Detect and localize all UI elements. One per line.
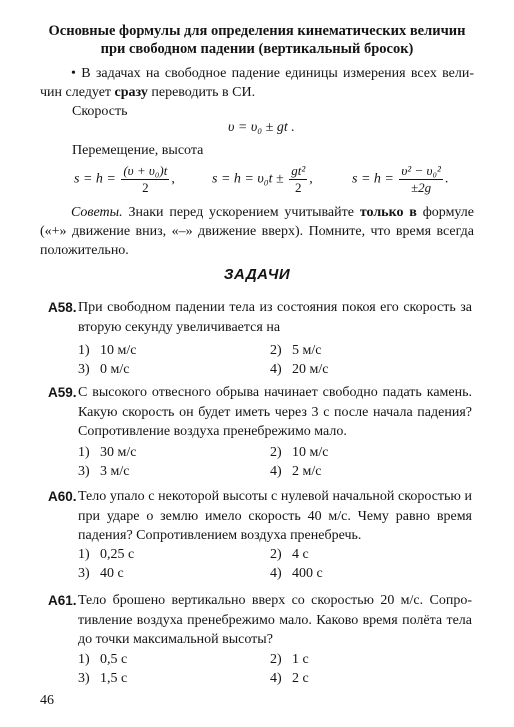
task-text: При свободном падении тела из состояния покоя его скорость за вторую секунду увеличивается на — [78, 300, 472, 335]
task-text: С высокого отвесного обрыва начинает свободно падать камень. Какую скорость он будет иметь через 3 с после начала падения? Сопротивление воздуха пренебрежимо мало. — [78, 385, 472, 439]
intro-paragraph — [40, 64, 474, 102]
formula-2-fraction — [289, 163, 307, 196]
task-option: 3) 40 с — [78, 566, 124, 581]
formula-3 — [352, 163, 448, 196]
speed-label: Скорость — [72, 104, 128, 119]
task-option: 3) 3 м/с — [78, 464, 130, 479]
formula-2 — [212, 163, 313, 196]
formula-1-left: s = h = — [74, 171, 116, 187]
formula-2-end: , — [309, 171, 313, 187]
task-number: А61. — [48, 593, 77, 608]
task-option: 1) 10 м/с — [78, 343, 137, 358]
task-option: 2) 1 с — [270, 652, 309, 667]
advice-bold: только в — [359, 205, 417, 220]
speed-formula: υ = υ₀ ± gt . — [228, 120, 295, 135]
formula-3-fraction — [399, 163, 443, 196]
formula-1-numerator: (υ + υ₀)t — [123, 163, 168, 178]
formula-2-left: s = h = υ₀t ± — [212, 171, 284, 187]
task-option: 3) 1,5 с — [78, 671, 128, 686]
task-option: 2) 10 м/с — [270, 445, 329, 460]
task-option: 4) 2 м/с — [270, 464, 322, 479]
heading-line-1: Основные формулы для определения кинематических величин — [48, 23, 466, 39]
task-option: 3) 0 м/с — [78, 362, 130, 377]
section-title: ЗАДАЧИ — [223, 266, 291, 283]
bullet-glyph: • — [71, 66, 76, 81]
task-option: 4) 2 с — [270, 671, 309, 686]
task-text: Тело брошено вертикально вверх со скоростью 20 м/с. Сопро-тивление воздуха пренебрежимо мало. Каково время полёта тела до точки максимальной высоты? — [78, 593, 472, 647]
task-option: 2) 5 м/с — [270, 343, 322, 358]
formula-3-denominator: ±2g — [411, 180, 432, 195]
advice-label: Советы. — [71, 205, 123, 220]
task-text: Тело упало с некоторой высоты с нулевой начальной скоростью и при ударе о землю имело скорость 40 м/с. Чему равно время падения? Сопротивлением воздуха пренебречь. — [78, 489, 472, 543]
formula-2-denominator: 2 — [294, 180, 302, 195]
task-number: А59. — [48, 385, 77, 400]
page-heading — [40, 22, 474, 58]
task-option: 1) 30 м/с — [78, 445, 137, 460]
formula-3-end: . — [444, 171, 449, 187]
task-option: 2) 4 с — [270, 547, 309, 562]
intro-text-after: переводить в СИ. — [151, 85, 256, 100]
formula-1-end: , — [171, 171, 175, 187]
formula-3-numerator: υ² − υ₀² — [401, 163, 441, 178]
formula-3-left: s = h = — [352, 171, 394, 187]
heading-line-2: при свободном падении (вертикальный бросок) — [100, 41, 414, 57]
formula-1 — [74, 163, 175, 196]
formula-2-numerator: gt² — [291, 163, 306, 178]
page-number: 46 — [40, 693, 54, 708]
displacement-label: Перемещение, высота — [72, 143, 204, 158]
task-option: 4) 20 м/с — [270, 362, 329, 377]
formula-1-denominator: 2 — [142, 180, 149, 195]
task-number: А60. — [48, 489, 77, 504]
intro-text-before: В задачах на свободное падение единицы измерения всех вели-чин следует — [40, 66, 475, 100]
advice-text-1: Знаки перед ускорением учитывайте — [128, 205, 354, 220]
formula-1-fraction — [121, 163, 169, 196]
task-number: А58. — [48, 300, 77, 315]
intro-bold-word: сразу — [114, 85, 148, 100]
advice-text-2: формуле («+» движение вниз, «–» движение вверх). Помните, что время всегда положительно. — [40, 205, 475, 258]
task-option: 4) 400 с — [270, 566, 323, 581]
task-option: 1) 0,25 с — [78, 547, 135, 562]
task-option: 1) 0,5 с — [78, 652, 128, 667]
advice-paragraph — [40, 203, 474, 260]
